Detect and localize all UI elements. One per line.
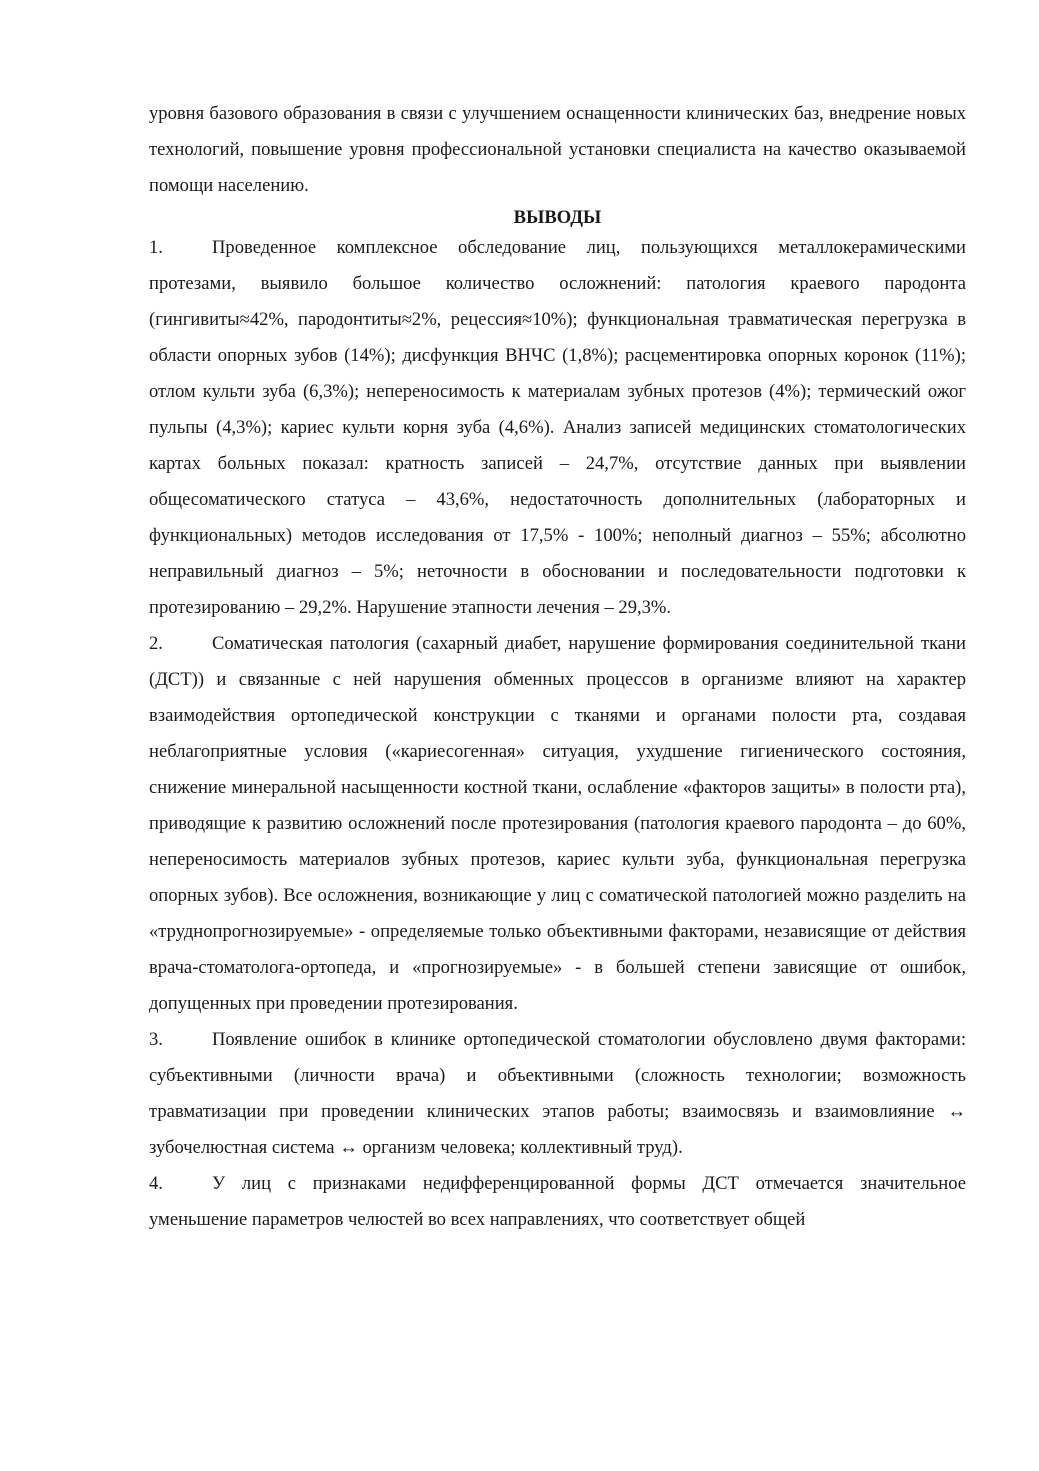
conclusion-number: 1. xyxy=(149,237,163,258)
conclusion-text: Появление ошибок в клинике ортопедической стоматологии обусловлено двумя факторами: субъективными (личности врача) и объективными (сложность технологии; возможность травматизации при проведении клинических этапов работы; взаимосвязь и взаимовлияние ↔ зубочелюстная система ↔ организм человека; коллективный труд). xyxy=(149,1029,966,1158)
conclusion-number: 2. xyxy=(149,633,163,654)
conclusion-item-4 xyxy=(149,1166,966,1238)
conclusion-item-1 xyxy=(149,230,966,626)
conclusion-text: Соматическая патология (сахарный диабет, нарушение формирования соединительной ткани (ДСТ)) и связанные с ней нарушения обменных процессов в организме влияют на характер взаимодействия ортопедической конструкции с тканями и органами полости рта, создавая неблагоприятные условия («кариесогенная» ситуация, ухудшение гигиенического состояния, снижение минеральной насыщенности костной ткани, ослабление «факторов защиты» в полости рта), приводящие к развитию осложнений после протезирования (патология краевого пародонта – до 60%, непереносимость материалов зубных протезов, кариес культи зуба, функциональная перегрузка опорных зубов). Все осложнения, возникающие у лиц с соматической патологией можно разделить на «труднопрогнозируемые» - определяемые только объективными факторами, независящие от действия врача-стоматолога-ортопеда, и «прогнозируемые» - в большей степени зависящие от ошибок, допущенных при проведении протезирования. xyxy=(149,633,966,1014)
conclusion-number: 4. xyxy=(149,1173,163,1194)
intro-paragraph: уровня базового образования в связи с улучшением оснащенности клинических баз, внедрение новых технологий, повышение уровня профессиональной установки специалиста на качество оказываемой помощи населению. xyxy=(149,103,966,196)
document-page xyxy=(149,96,966,1238)
section-heading: ВЫВОДЫ xyxy=(513,207,602,228)
conclusion-item-2 xyxy=(149,626,966,1022)
conclusion-item-3 xyxy=(149,1022,966,1166)
conclusion-number: 3. xyxy=(149,1029,163,1050)
conclusion-text: Проведенное комплексное обследование лиц, пользующихся металлокерамическими протезами, выявило большое количество осложнений: патология краевого пародонта (гингивиты≈42%, пародонтиты≈2%, рецессия≈10%); функциональная травматическая перегрузка в области опорных зубов (14%); дисфункция ВНЧС (1,8%); расцементировка опорных коронок (11%); отлом культи зуба (6,3%); непереносимость к материалам зубных протезов (4%); термический ожог пульпы (4,3%); кариес культи корня зуба (4,6%). Анализ записей медицинских стоматологических картах больных показал: кратность записей – 24,7%, отсутствие данных при выявлении общесоматического статуса – 43,6%, недостаточность дополнительных (лабораторных и функциональных) методов исследования от 17,5% - 100%; неполный диагноз – 55%; абсолютно неправильный диагноз – 5%; неточности в обосновании и последовательности подготовки к протезированию – 29,2%. Нарушение этапности лечения – 29,3%. xyxy=(149,237,966,618)
conclusion-text: У лиц с признаками недифференцированной формы ДСТ отмечается значительное уменьшение параметров челюстей во всех направлениях, что соответствует общей xyxy=(149,1173,966,1230)
